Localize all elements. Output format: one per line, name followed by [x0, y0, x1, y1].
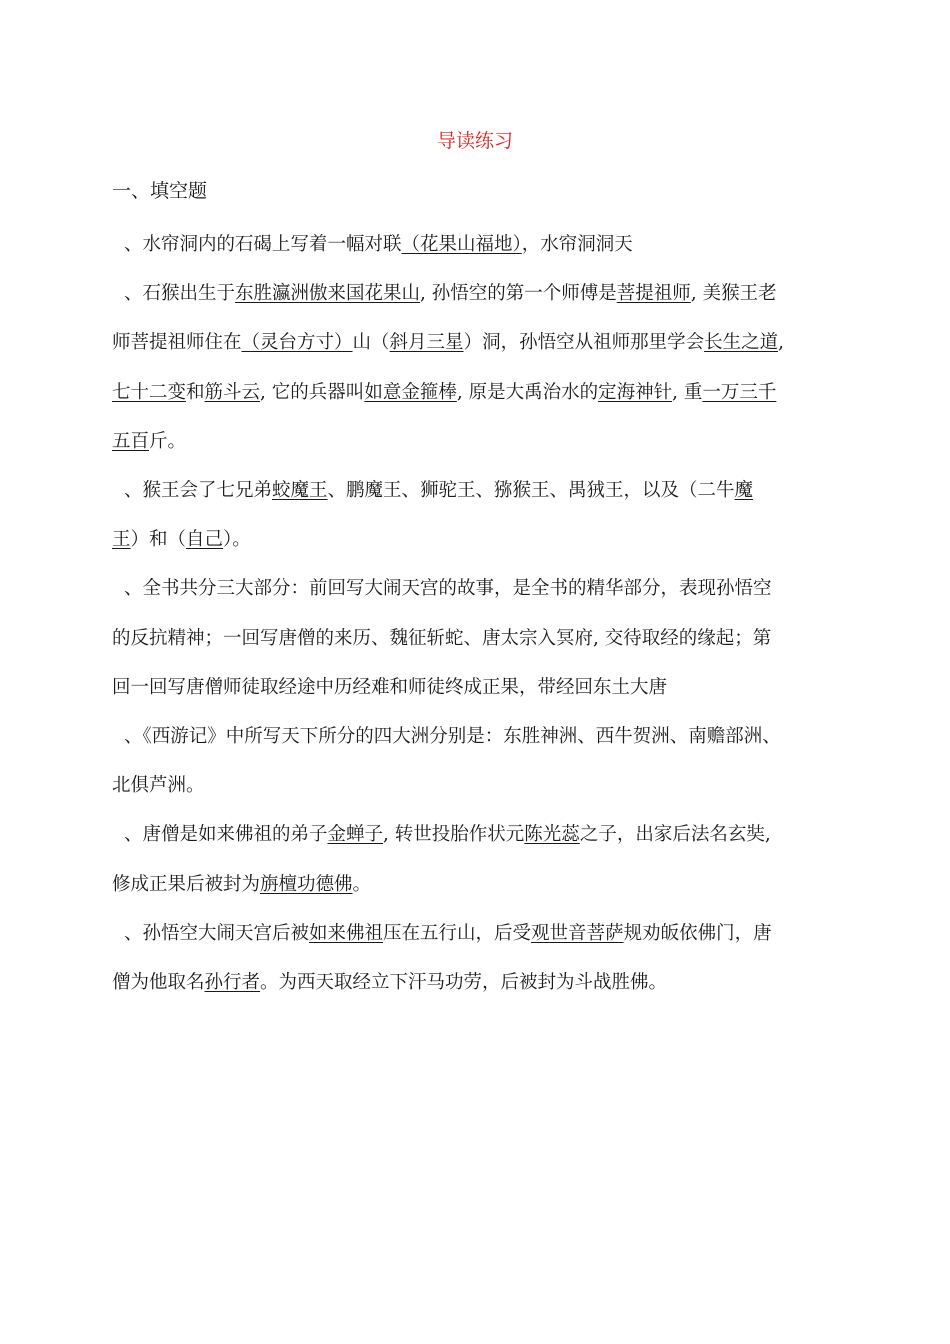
- answer: 魔: [734, 480, 754, 502]
- question-3-cont: [112, 515, 847, 564]
- text: 师菩提祖师住在: [112, 332, 242, 354]
- text: 修成正果后被封为: [112, 873, 261, 895]
- text: ）和（: [130, 529, 187, 551]
- answer: 观世音菩萨: [531, 922, 624, 944]
- answer: 王: [112, 529, 131, 551]
- text: 、唐僧是如来佛祖的弟子: [124, 824, 328, 846]
- text: 、石猴出生于: [124, 283, 236, 305]
- answer: 陈光蕊: [524, 824, 580, 846]
- text: 。为西天取经立下汗马功劳，后被封为斗战胜佛。: [260, 972, 668, 994]
- answer: 孙行者: [204, 972, 261, 994]
- text: ）洞，孙悟空从祖师那里学会: [463, 332, 705, 354]
- answer: 蛟魔王: [272, 480, 328, 502]
- answer: 如来佛祖: [309, 922, 384, 944]
- text: 斤。: [149, 430, 187, 452]
- question-6-cont: [112, 860, 847, 909]
- question-7-cont: [112, 958, 847, 1007]
- text: 、鹏魔王、狮驼王、猕猴王、禺狨王，以及（二牛: [327, 480, 735, 502]
- text: 之子，出家后法名玄奘,: [579, 824, 771, 846]
- answer: （灵台方寸）: [241, 332, 353, 354]
- text: , 重: [672, 381, 703, 403]
- answer: 金蝉子: [327, 824, 384, 846]
- text: 山（: [352, 332, 390, 354]
- question-4: 、全书共分三大部分：前回写大闹天宫的故事，是全书的精华部分，表现孙悟空: [124, 578, 772, 600]
- answer: 定海神针: [598, 381, 673, 403]
- question-2: [112, 269, 847, 318]
- section-heading: 一、填空题: [112, 180, 208, 202]
- question-5-cont: 北俱芦洲。: [112, 775, 205, 797]
- text: , 原是大禹治水的: [456, 381, 599, 403]
- question-4-cont: 的反抗精神；一回写唐僧的来历、魏征斩蛇、唐太宗入冥府, 交待取经的缘起；第: [112, 627, 772, 649]
- question-6: [112, 810, 847, 859]
- text: ，水帘洞洞天: [521, 234, 633, 255]
- text: 、水帘洞内的石碣上写着一幅对联: [124, 234, 402, 255]
- answer: 五百: [112, 430, 150, 452]
- question-5: 、《西游记》中所写天下所分的四大洲分别是：东胜神洲、西牛贺洲、南赡部洲、: [124, 726, 781, 748]
- answer: 东胜瀛洲傲来国花果山: [235, 283, 421, 305]
- page-title: 导读练习: [436, 130, 513, 152]
- text: 压在五行山，后受: [383, 922, 532, 944]
- text: 僧为他取名: [112, 972, 205, 994]
- question-7: [112, 909, 847, 958]
- text: , 孙悟空的第一个师傅是: [420, 283, 617, 305]
- answer: 斜月三星: [389, 332, 464, 354]
- answer: 七十二变: [112, 381, 187, 403]
- document-body: [112, 220, 847, 1007]
- text: , 美猴王老: [690, 283, 777, 305]
- answer: （花果山福地）: [401, 234, 522, 255]
- text: ）。: [223, 529, 251, 551]
- answer: 菩提祖师: [616, 283, 691, 305]
- text: 、猴王会了七兄弟: [124, 480, 273, 502]
- question-1: [112, 220, 847, 269]
- text: 和: [186, 381, 205, 403]
- question-4-cont: 回一回写唐僧师徒取经途中历经难和师徒终成正果，带经回东土大唐: [112, 676, 668, 698]
- text: ,: [778, 332, 784, 354]
- question-3: [112, 466, 847, 515]
- text: 。: [352, 873, 372, 895]
- text: , 它的兵器叫: [260, 381, 365, 403]
- text: , 转世投胎作状元: [383, 824, 525, 846]
- answer: 筋斗云: [204, 381, 261, 403]
- text: 规劝皈依佛门，唐: [623, 922, 772, 944]
- question-2-cont: [112, 368, 847, 417]
- answer: 旃檀功德佛: [260, 873, 353, 895]
- text: 、孙悟空大闹天宫后被: [124, 922, 310, 944]
- answer: 长生之道: [704, 332, 779, 354]
- answer: 自己: [186, 529, 224, 551]
- question-2-cont: [112, 318, 847, 367]
- question-2-cont: [112, 417, 847, 466]
- answer: 如意金箍棒: [364, 381, 457, 403]
- answer: 一万三千: [702, 381, 777, 403]
